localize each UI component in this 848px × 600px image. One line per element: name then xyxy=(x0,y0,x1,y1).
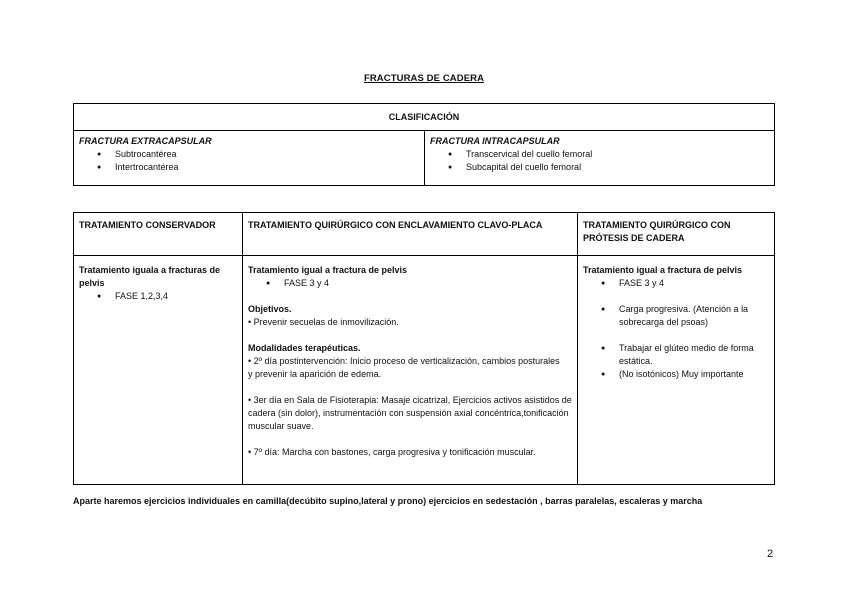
clasificacion-header: CLASIFICACIÓN xyxy=(74,104,775,131)
page-number: 2 xyxy=(767,548,774,560)
list-item: ● Carga progresiva. (Atención a la sobrecarga del psoas) xyxy=(619,303,769,329)
conservador-cell xyxy=(74,256,243,485)
protesis-sublist xyxy=(583,368,769,381)
protesis-list xyxy=(583,277,769,368)
protesis-heading: Tratamiento igual a fractura de pelvis xyxy=(583,265,743,275)
header-conservador: TRATAMIENTO CONSERVADOR xyxy=(74,213,243,256)
conservador-list xyxy=(79,290,237,303)
clasificacion-table xyxy=(73,103,775,186)
header-protesis: TRATAMIENTO QUIRÚRGICO CON PRÓTESIS DE CADERA xyxy=(578,213,775,256)
extracapsular-cell xyxy=(74,131,425,186)
list-item: ● Subcapital del cuello femoral xyxy=(466,161,769,174)
list-item: ● Transcervical del cuello femoral xyxy=(466,148,769,161)
extracapsular-list xyxy=(79,148,419,174)
modalidad-dia-2: • 2º día postintervención: Inicio proceso de verticalización, cambios posturales xyxy=(248,356,560,366)
list-item: ● Intertrocantérea xyxy=(115,161,419,174)
page-title: FRACTURAS DE CADERA xyxy=(363,73,485,84)
footnote: Aparte haremos ejercicios individuales en camilla(decúbito supino,lateral y prono) ejercicios en sedestación , barras paralelas, escaleras y marcha xyxy=(73,496,703,506)
objetivos-text: • Prevenir secuelas de inmovilización. xyxy=(248,317,399,327)
list-item: ● Subtrocantérea xyxy=(115,148,419,161)
tratamiento-table xyxy=(73,212,775,485)
modalidad-dia-7: • 7º día: Marcha con bastones, carga progresiva y tonificación muscular. xyxy=(248,447,536,457)
list-item: ● FASE 3 y 4 xyxy=(619,277,769,290)
extracapsular-heading: FRACTURA EXTRACAPSULAR xyxy=(79,136,212,146)
clavo-placa-cell xyxy=(243,256,578,485)
protesis-cell xyxy=(578,256,775,485)
objetivos-label: Objetivos. xyxy=(248,304,292,314)
modalidades-label: Modalidades terapéuticas. xyxy=(248,343,361,353)
clavo-heading: Tratamiento igual a fractura de pelvis xyxy=(248,265,408,275)
list-item: ● Trabajar el glúteo medio de forma estática. xyxy=(619,342,769,368)
intracapsular-heading: FRACTURA INTRACAPSULAR xyxy=(430,136,560,146)
modalidad-dia-3: • 3er día en Sala de Fisioterapia: Masaje cicatrizal, Ejercicios activos asistidos de cadera (sin dolor), instrumentación con suspensión axial concéntrica,tonificación muscular suave. xyxy=(248,395,572,431)
list-item: ● FASE 3 y 4 xyxy=(284,277,572,290)
clavo-fase-list xyxy=(248,277,572,290)
conservador-heading: Tratamiento iguala a fracturas de pelvis xyxy=(79,265,221,288)
list-item: ● FASE 1,2,3,4 xyxy=(115,290,237,303)
header-clavo-placa: TRATAMIENTO QUIRÚRGICO CON ENCLAVAMIENTO CLAVO-PLACA xyxy=(243,213,578,256)
list-item: ● (No isotónicos) Muy importante xyxy=(619,368,769,381)
intracapsular-cell xyxy=(425,131,775,186)
modalidad-dia-2-cont: y prevenir la aparición de edema. xyxy=(248,369,382,379)
intracapsular-list xyxy=(430,148,769,174)
